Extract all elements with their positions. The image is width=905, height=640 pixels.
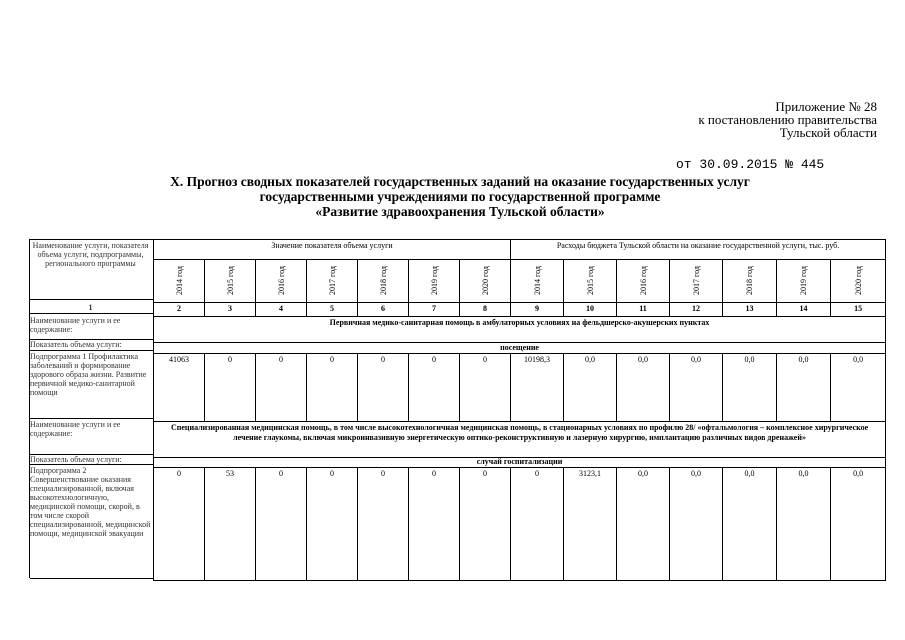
rule xyxy=(30,313,153,314)
section1-value: 0,0 xyxy=(831,354,886,422)
appendix-block xyxy=(698,100,877,139)
section1-service: Первичная медико-санитарная помощь в амбулаторных условиях на фельдшерско-акушерских пунктах xyxy=(154,317,886,343)
section1-value: 0,0 xyxy=(564,354,617,422)
section1-value: 0 xyxy=(205,354,256,422)
col-number: 5 xyxy=(307,303,358,317)
section1-value: 0,0 xyxy=(670,354,723,422)
section1-name-label: Наименование услуги и ее содержание: xyxy=(30,316,121,334)
year-header: 2017 год xyxy=(307,260,358,303)
year-header: 2014 год xyxy=(511,260,564,303)
section2-service: Специализированная медицинская помощь, в том числе высокотехнологичная медицинская помощь, в стационарных условиях по профилю 28/ «офтальмология – комплексное хирургическое лечение глаукомы, включая микроинвазивную энергетическую оптико-реконструктивную и лазерную хирургию, имплантацию различных видов дренажей» xyxy=(154,422,886,458)
section2-name-label: Наименование услуги и ее содержание: xyxy=(30,420,121,438)
year-header: 2015 год xyxy=(564,260,617,303)
group1-header: Значение показателя объема услуги xyxy=(154,240,511,260)
year-header: 2014 год xyxy=(154,260,205,303)
section1-value: 0,0 xyxy=(617,354,670,422)
group2-header: Расходы бюджета Тульской области на оказание государственной услуги, тыс. руб. xyxy=(511,240,886,260)
section2-value: 0 xyxy=(358,468,409,581)
section2-value: 0 xyxy=(460,468,511,581)
rule xyxy=(30,578,153,579)
section2-value: 53 xyxy=(205,468,256,581)
section2-value: 0 xyxy=(154,468,205,581)
year-header: 2016 год xyxy=(617,260,670,303)
section1-value: 0 xyxy=(460,354,511,422)
section1-value: 0 xyxy=(307,354,358,422)
col-number: 7 xyxy=(409,303,460,317)
title-line-2: государственными учреждениями по государственной программе xyxy=(259,189,661,204)
section2-indicator-label: Показатель объема услуги: xyxy=(30,455,122,464)
section1-value: 0 xyxy=(256,354,307,422)
title-line-1: X. Прогноз сводных показателей государственных заданий на оказание государственных услуг xyxy=(170,174,750,189)
section2-value: 0 xyxy=(511,468,564,581)
indicators-table xyxy=(153,239,886,581)
section2-value: 0,0 xyxy=(670,468,723,581)
section2-value: 3123,1 xyxy=(564,468,617,581)
col-number: 10 xyxy=(564,303,617,317)
rule xyxy=(30,299,153,300)
document-title xyxy=(120,174,800,219)
col-number: 13 xyxy=(723,303,777,317)
year-header: 2019 год xyxy=(409,260,460,303)
year-header: 2017 год xyxy=(670,260,723,303)
appendix-region: Тульской области xyxy=(779,125,877,140)
section2-value: 0 xyxy=(256,468,307,581)
section1-indicator-label: Показатель объема услуги: xyxy=(30,340,122,349)
section1-value: 0 xyxy=(358,354,409,422)
section1-value: 0,0 xyxy=(777,354,831,422)
col-number: 12 xyxy=(670,303,723,317)
rule xyxy=(30,418,153,419)
rule xyxy=(30,464,153,465)
section2-value: 0,0 xyxy=(723,468,777,581)
section2-value: 0,0 xyxy=(831,468,886,581)
section2-indicator: случай госпитализации xyxy=(154,458,886,468)
year-header: 2015 год xyxy=(205,260,256,303)
section2-program: Подпрограмма 2 Совершенствование оказания специализированной, включая высокотехнологичную, медицинской помощи, скорой, в том числе скорой специализированной, медицинской помощи, медицинской эвакуации xyxy=(30,466,151,538)
section2-value: 0 xyxy=(307,468,358,581)
appendix-decree: к постановлению правительства xyxy=(698,112,877,127)
col-number: 6 xyxy=(358,303,409,317)
year-header: 2020 год xyxy=(831,260,886,303)
col-number: 14 xyxy=(777,303,831,317)
col-number: 15 xyxy=(831,303,886,317)
section1-value: 0,0 xyxy=(723,354,777,422)
section1-value: 0 xyxy=(409,354,460,422)
order-date-number: от 30.09.2015 № 445 xyxy=(676,157,825,172)
section2-value: 0,0 xyxy=(617,468,670,581)
col-number: 11 xyxy=(617,303,670,317)
title-line-3: «Развитие здравоохранения Тульской области» xyxy=(315,204,605,219)
col-number: 3 xyxy=(205,303,256,317)
col-number: 9 xyxy=(511,303,564,317)
year-header: 2019 год xyxy=(777,260,831,303)
year-header: 2018 год xyxy=(358,260,409,303)
col-number: 8 xyxy=(460,303,511,317)
col-number: 2 xyxy=(154,303,205,317)
section2-value: 0 xyxy=(409,468,460,581)
year-header: 2016 год xyxy=(256,260,307,303)
section1-indicator: посещение xyxy=(154,343,886,354)
section1-value: 10198,3 xyxy=(511,354,564,422)
year-header: 2020 год xyxy=(460,260,511,303)
section2-value: 0,0 xyxy=(777,468,831,581)
appendix-number: Приложение № 28 xyxy=(775,99,877,114)
year-header: 2018 год xyxy=(723,260,777,303)
col0-header: Наименование услуги, показателя объема услуги, подпрограммы, регионального программы xyxy=(32,241,149,268)
col-number: 4 xyxy=(256,303,307,317)
rule xyxy=(30,239,153,240)
section1-program: Подпрограмма 1 Профилактика заболеваний и формирование здорового образа жизни. Развитие первичной медико-санитарной помощи xyxy=(30,352,147,397)
section1-value: 41063 xyxy=(154,354,205,422)
rule xyxy=(30,350,153,351)
col-number-1: 1 xyxy=(88,303,93,312)
